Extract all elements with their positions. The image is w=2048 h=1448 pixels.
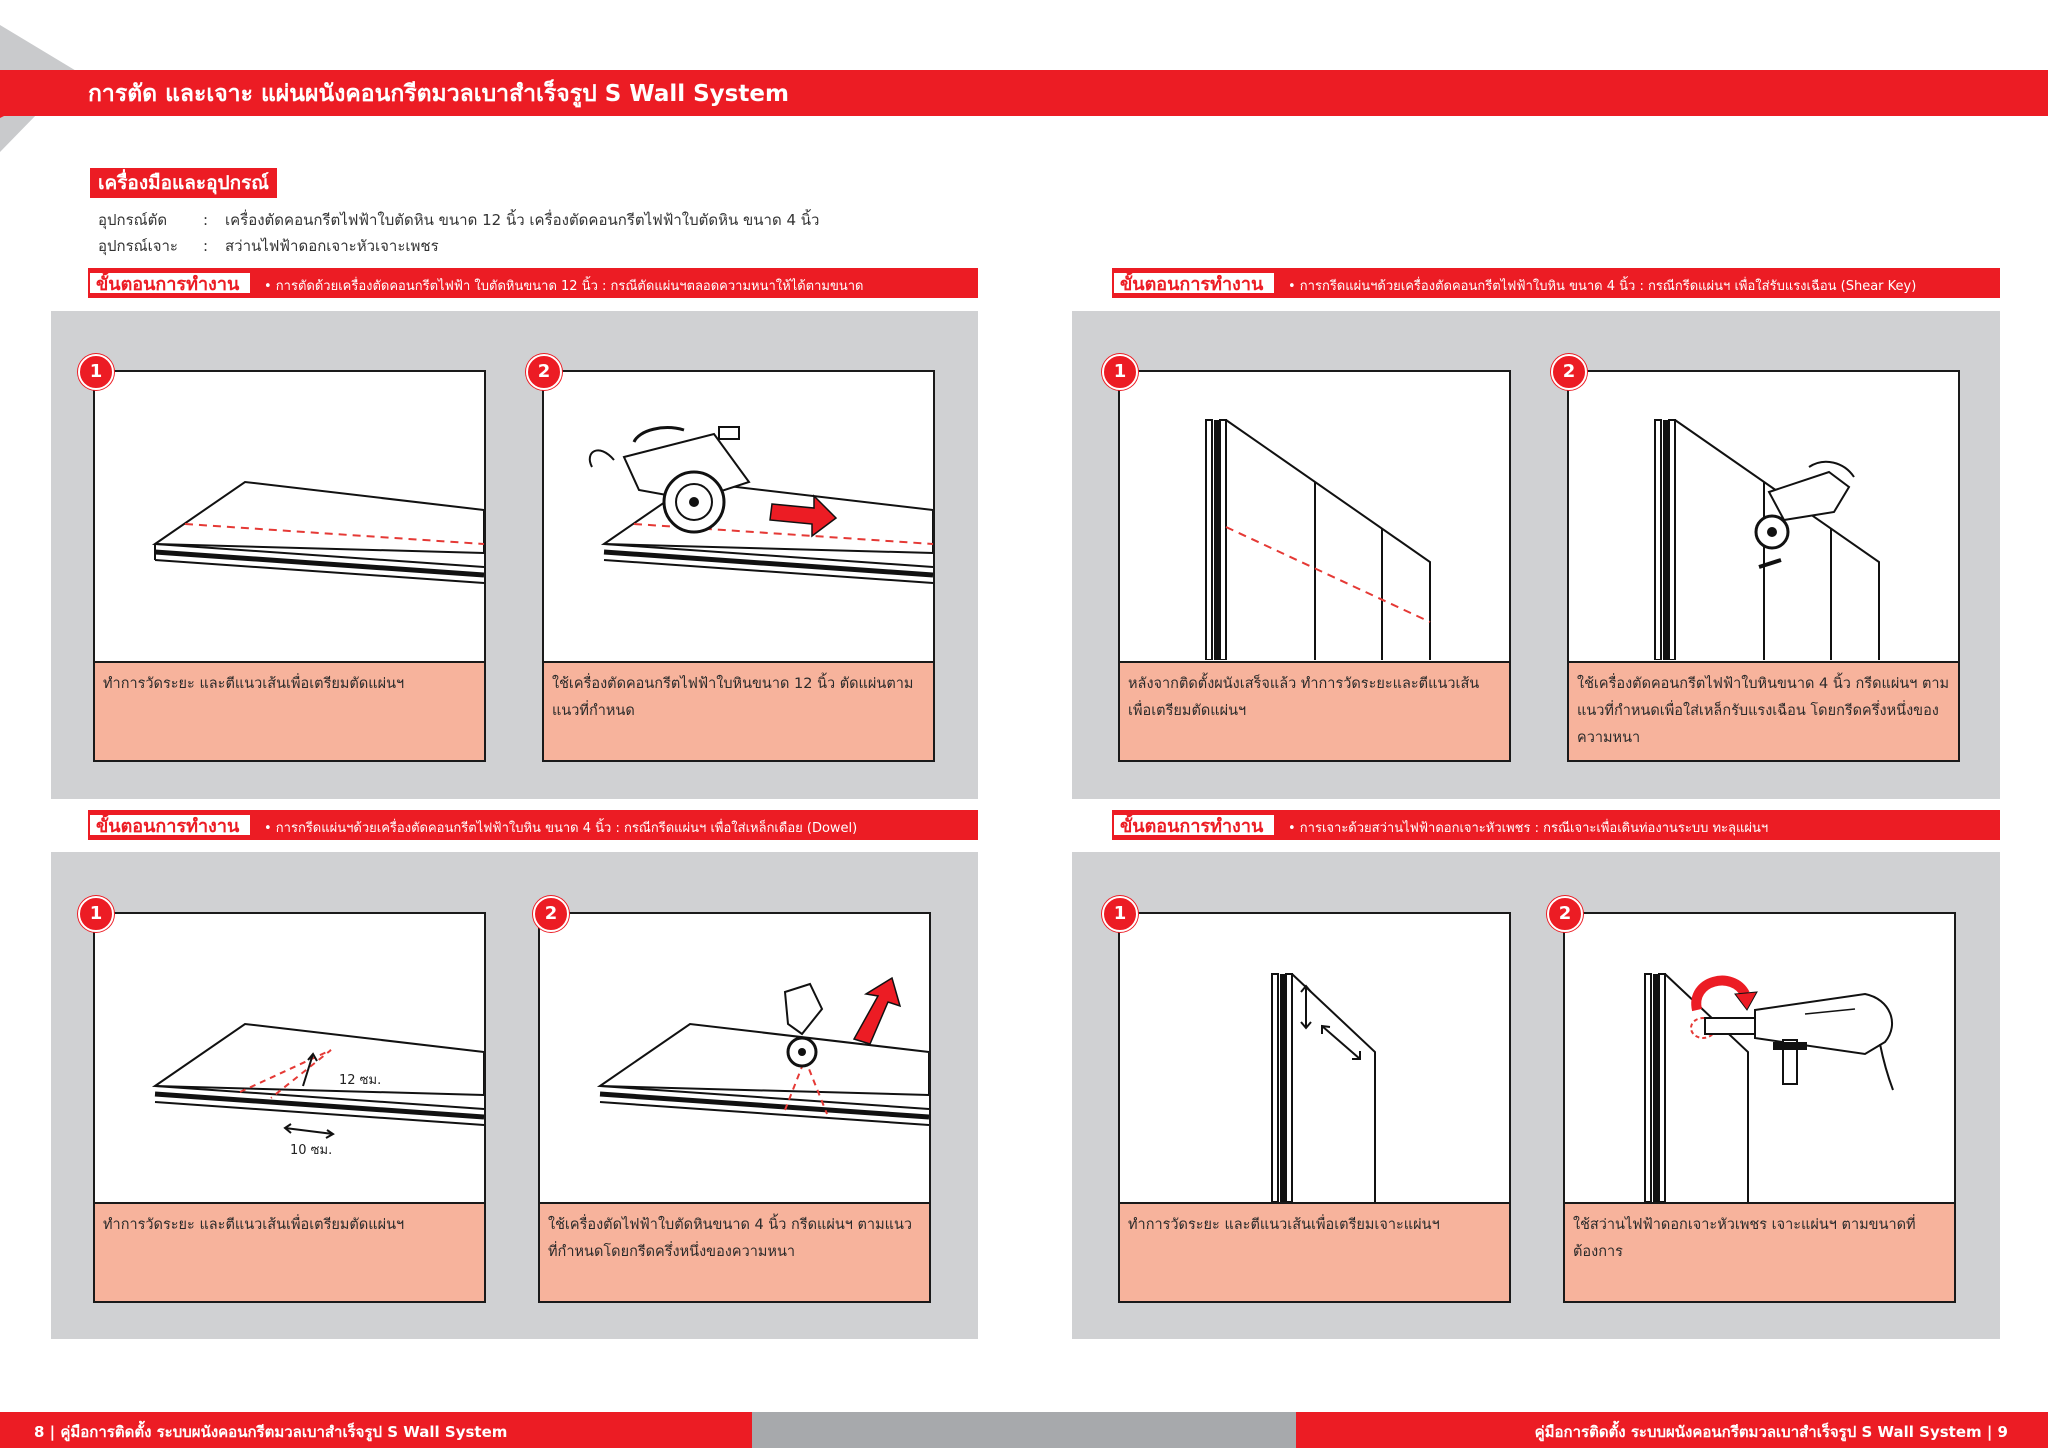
step-number-badge: 1 xyxy=(1102,896,1138,932)
section-2-label: ขั้นตอนการทำงาน xyxy=(1112,271,1276,295)
step-caption: ทำการวัดระยะ และตีแนวเส้นเพื่อเตรียมตัดแผ่นฯ xyxy=(95,661,484,760)
section-2-desc: • การกรีดแผ่นฯด้วยเครื่องตัดคอนกรีตไฟฟ้าใบหิน ขนาด 4 นิ้ว : กรณีกรีดแผ่นฯ เพื่อใส่รับแรงเฉือน (Shear Key) xyxy=(1288,279,1917,294)
tools-label: เครื่องมือและอุปกรณ์ xyxy=(90,168,277,198)
wall-marking-illustration xyxy=(1120,372,1509,660)
tool-sep: : xyxy=(203,237,209,255)
step-number-badge: 1 xyxy=(78,354,114,390)
step-number-badge: 2 xyxy=(1547,896,1583,932)
section-4-desc: • การเจาะด้วยสว่านไฟฟ้าดอกเจาะหัวเพชร : กรณีเจาะเพื่อเดินท่องานระบบ ทะลุแผ่นฯ xyxy=(1288,821,1769,836)
section-2-step-2-card xyxy=(1567,370,1960,762)
tool-row-drill xyxy=(98,234,439,258)
tool-key: อุปกรณ์ตัด xyxy=(98,211,168,229)
dowel-marking-illustration xyxy=(95,914,484,1202)
step-caption: ทำการวัดระยะ และตีแนวเส้นเพื่อเตรียมตัดแผ่นฯ xyxy=(95,1202,484,1301)
step-caption: ทำการวัดระยะ และตีแนวเส้นเพื่อเตรียมเจาะแผ่นฯ xyxy=(1120,1202,1509,1301)
step-number-badge: 2 xyxy=(526,354,562,390)
section-2-header xyxy=(1112,268,2000,298)
section-1-step-2-card xyxy=(542,370,935,762)
step-number-badge: 2 xyxy=(1551,354,1587,390)
section-3-step-2-card xyxy=(538,912,931,1303)
step-caption: หลังจากติดตั้งผนังเสร็จแล้ว ทำการวัดระยะและตีแนวเส้นเพื่อเตรียมตัดแผ่นฯ xyxy=(1120,661,1509,760)
section-4-step-2-card xyxy=(1563,912,1956,1303)
saw-cutting-illustration xyxy=(544,372,933,660)
step-number-badge: 1 xyxy=(78,896,114,932)
tool-row-cut xyxy=(98,208,819,232)
tool-value: เครื่องตัดคอนกรีตไฟฟ้าใบตัดหิน ขนาด 12 นิ้ว เครื่องตัดคอนกรีตไฟฟ้าใบตัดหิน ขนาด 4 นิ้ว xyxy=(225,211,820,229)
footer-right-text: คู่มือการติดตั้ง ระบบผนังคอนกรีตมวลเบาสำเร็จรูป S Wall System | 9 xyxy=(1534,1423,2008,1441)
section-1-step-1-card xyxy=(93,370,486,762)
step-caption: ใช้เครื่องตัดคอนกรีตไฟฟ้าใบหินขนาด 12 นิ้ว ตัดแผ่นตามแนวที่กำหนด xyxy=(544,661,933,760)
footer-left-text: 8 | คู่มือการติดตั้ง ระบบผนังคอนกรีตมวลเบาสำเร็จรูป S Wall System xyxy=(34,1423,508,1441)
section-4-label: ขั้นตอนการทำงาน xyxy=(1112,813,1276,837)
step-caption: ใช้เครื่องตัดไฟฟ้าใบตัดหินขนาด 4 นิ้ว กรีดแผ่นฯ ตามแนวที่กำหนดโดยกรีดครึ่งหนึ่งของความหนา xyxy=(540,1202,929,1301)
grinder-icon xyxy=(785,984,822,1066)
board-illustration xyxy=(95,372,484,660)
dimension-label-width: 10 ซม. xyxy=(290,1143,333,1158)
section-4-header xyxy=(1112,810,2000,840)
section-3-desc: • การกรีดแผ่นฯด้วยเครื่องตัดคอนกรีตไฟฟ้าใบหิน ขนาด 4 นิ้ว : กรณีกรีดแผ่นฯ เพื่อใส่เหล็กเดือย (Dowel) xyxy=(264,821,858,836)
power-drill-icon xyxy=(1705,994,1893,1090)
footer-center-bar xyxy=(752,1412,1296,1448)
page-title: การตัด และเจาะ แผ่นผนังคอนกรีตมวลเบาสำเร็จรูป S Wall System xyxy=(88,81,789,107)
dimension-label-height: 12 ซม. xyxy=(339,1073,382,1088)
step-caption: ใช้เครื่องตัดคอนกรีตไฟฟ้าใบหินขนาด 4 นิ้ว กรีดแผ่นฯ ตามแนวที่กำหนดเพื่อใส่เหล็กรับแรงเฉือน โดยกรีดครึ่งหนึ่งของความหนา xyxy=(1569,661,1958,760)
step-number-badge: 2 xyxy=(533,896,569,932)
wall-drilling-illustration xyxy=(1565,914,1954,1202)
tool-value: สว่านไฟฟ้าดอกเจาะหัวเจาะเพชร xyxy=(225,237,439,255)
section-3-header xyxy=(88,810,978,840)
tool-sep: : xyxy=(203,211,209,229)
section-1-header xyxy=(88,268,978,298)
section-1-desc: • การตัดด้วยเครื่องตัดคอนกรีตไฟฟ้า ใบตัดหินขนาด 12 นิ้ว : กรณีตัดแผ่นฯตลอดความหนาให้ได้ตามขนาด xyxy=(264,279,864,294)
section-1-label: ขั้นตอนการทำงาน xyxy=(88,271,252,295)
dowel-grinding-illustration xyxy=(540,914,929,1202)
step-caption: ใช้สว่านไฟฟ้าดอกเจาะหัวเพชร เจาะแผ่นฯ ตามขนาดที่ต้องการ xyxy=(1565,1202,1954,1301)
wall-grinding-illustration xyxy=(1569,372,1958,660)
section-3-label: ขั้นตอนการทำงาน xyxy=(88,813,252,837)
section-4-step-1-card xyxy=(1118,912,1511,1303)
section-3-step-1-card xyxy=(93,912,486,1303)
section-2-step-1-card xyxy=(1118,370,1511,762)
step-number-badge: 1 xyxy=(1102,354,1138,390)
drill-marking-illustration xyxy=(1120,914,1509,1202)
tool-key: อุปกรณ์เจาะ xyxy=(98,237,178,255)
